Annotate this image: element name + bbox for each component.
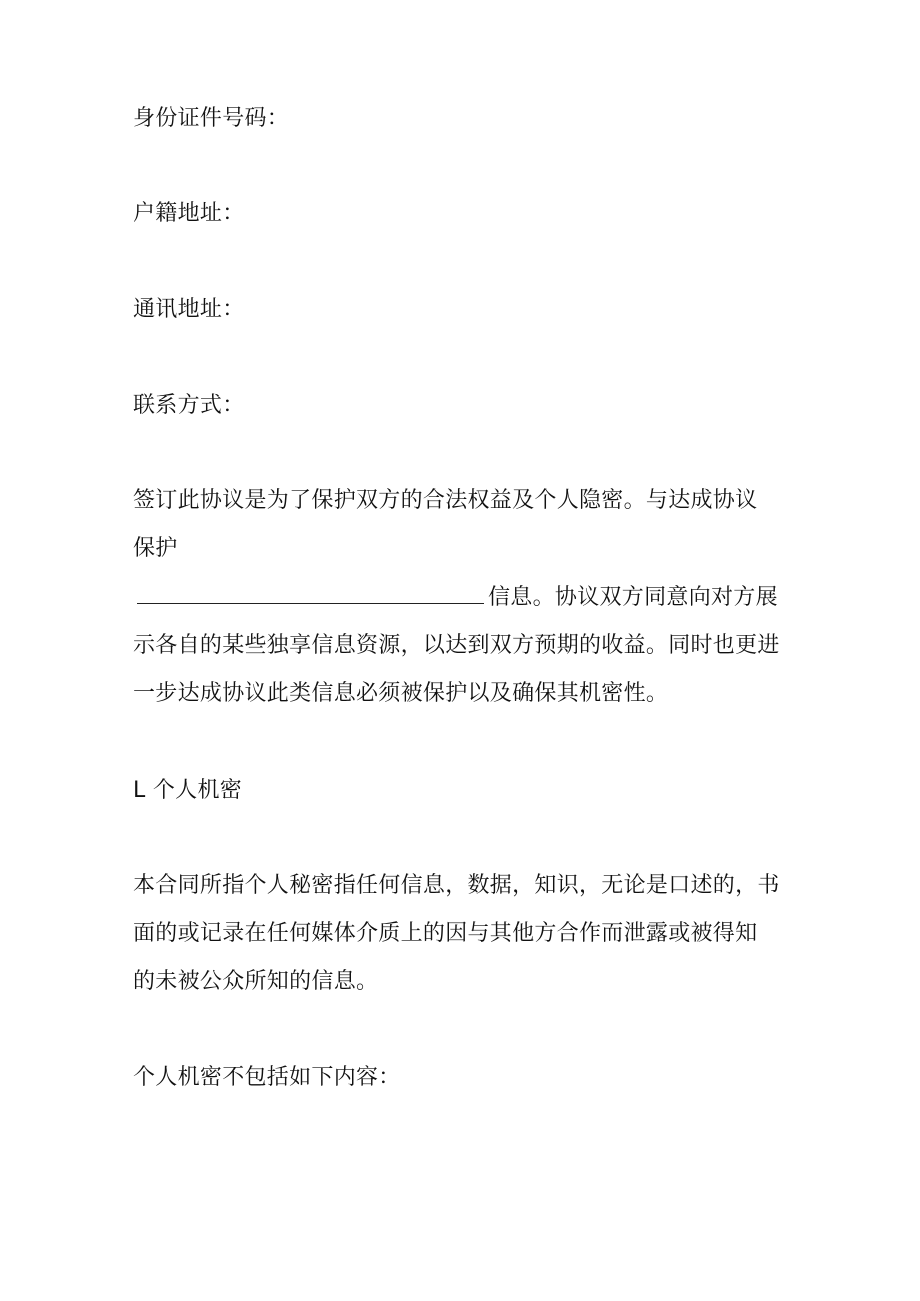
field-household-address: 户籍地址：: [133, 201, 245, 226]
field-id-number: 身份证件号码：: [133, 106, 290, 131]
preamble-line-1: 签订此协议是为了保护双方的合法权益及个人隐密。与达成协议: [133, 488, 758, 513]
field-mailing-address: 通讯地址：: [133, 297, 245, 322]
fill-in-blank: [137, 585, 484, 604]
preamble-line-4: 示各自的某些独享信息资源，以达到双方预期的收益。同时也更进: [133, 633, 780, 658]
preamble-line-3-text: 信息。协议双方同意向对方展: [488, 585, 778, 610]
preamble-line-2: 保护: [133, 536, 178, 561]
field-contact: 联系方式：: [133, 393, 245, 418]
section-heading: L 个人机密: [133, 778, 243, 803]
preamble-line-5: 一步达成协议此类信息必须被保护以及确保其机密性。: [133, 681, 669, 706]
preamble-line-3: [133, 583, 778, 613]
definition-line-2: 面的或记录在任何媒体介质上的因与其他方合作而泄露或被得知: [133, 921, 758, 946]
definition-line-1: 本合同所指个人秘密指任何信息，数据，知识，无论是口述的，书: [133, 873, 780, 898]
exclusions-intro: 个人机密不包括如下内容：: [133, 1065, 401, 1090]
definition-line-3: 的未被公众所知的信息。: [133, 969, 379, 994]
